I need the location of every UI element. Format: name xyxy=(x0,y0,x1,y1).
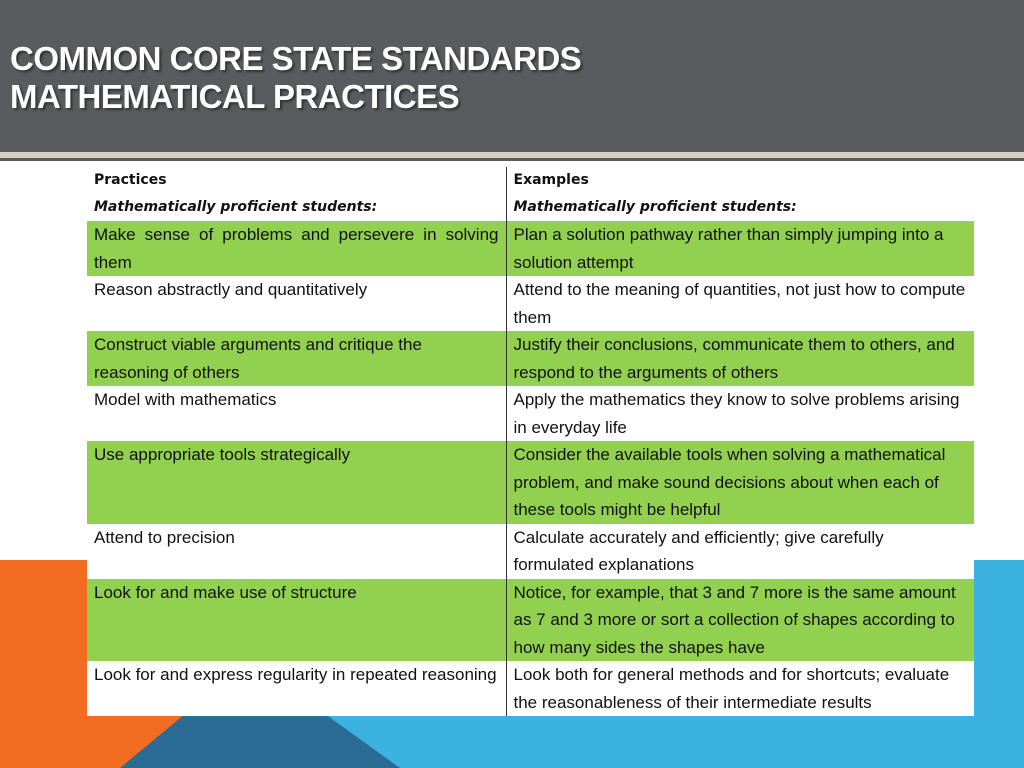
practice-cell: Look for and express regularity in repeated reasoning xyxy=(87,661,506,716)
example-cell: Look both for general methods and for shortcuts; evaluate the reasonableness of their intermediate results xyxy=(506,661,974,716)
table-row xyxy=(87,441,974,524)
header-examples-cell xyxy=(506,167,974,221)
slide-header xyxy=(0,0,1024,152)
practice-cell: Model with mathematics xyxy=(87,386,506,441)
table-row xyxy=(87,276,974,331)
table-row xyxy=(87,524,974,579)
example-cell: Attend to the meaning of quantities, not just how to compute them xyxy=(506,276,974,331)
practice-cell: Make sense of problems and persevere in solving them xyxy=(87,221,506,276)
table-row xyxy=(87,331,974,386)
header-examples-subtitle: Mathematically proficient students: xyxy=(513,199,797,215)
practices-table xyxy=(87,167,974,716)
table-row xyxy=(87,221,974,276)
example-cell: Plan a solution pathway rather than simply jumping into a solution attempt xyxy=(506,221,974,276)
header-examples-title: Examples xyxy=(513,172,589,188)
slide-title-line2: MATHEMATICAL PRACTICES xyxy=(10,78,460,115)
header-practices-subtitle: Mathematically proficient students: xyxy=(94,199,378,215)
slide-title xyxy=(10,40,581,116)
table-header-row xyxy=(87,167,974,221)
practice-cell: Attend to precision xyxy=(87,524,506,579)
practice-cell: Construct viable arguments and critique the reasoning of others xyxy=(87,331,506,386)
example-cell: Notice, for example, that 3 and 7 more is the same amount as 7 and 3 more or sort a collection of shapes according to how many sides the shapes have xyxy=(506,579,974,662)
header-divider-rule xyxy=(0,158,1024,161)
example-cell: Consider the available tools when solving a mathematical problem, and make sound decisions about when each of these tools might be helpful xyxy=(506,441,974,524)
example-cell: Justify their conclusions, communicate them to others, and respond to the arguments of others xyxy=(506,331,974,386)
practice-cell: Look for and make use of structure xyxy=(87,579,506,662)
table-row xyxy=(87,579,974,662)
slide-title-line1: COMMON CORE STATE STANDARDS xyxy=(10,40,582,77)
practice-cell: Reason abstractly and quantitatively xyxy=(87,276,506,331)
table-row xyxy=(87,386,974,441)
example-cell: Apply the mathematics they know to solve problems arising in everyday life xyxy=(506,386,974,441)
practice-cell: Use appropriate tools strategically xyxy=(87,441,506,524)
table-row xyxy=(87,661,974,716)
header-practices-title: Practices xyxy=(94,172,167,188)
example-cell: Calculate accurately and efficiently; give carefully formulated explanations xyxy=(506,524,974,579)
header-practices-cell xyxy=(87,167,506,221)
